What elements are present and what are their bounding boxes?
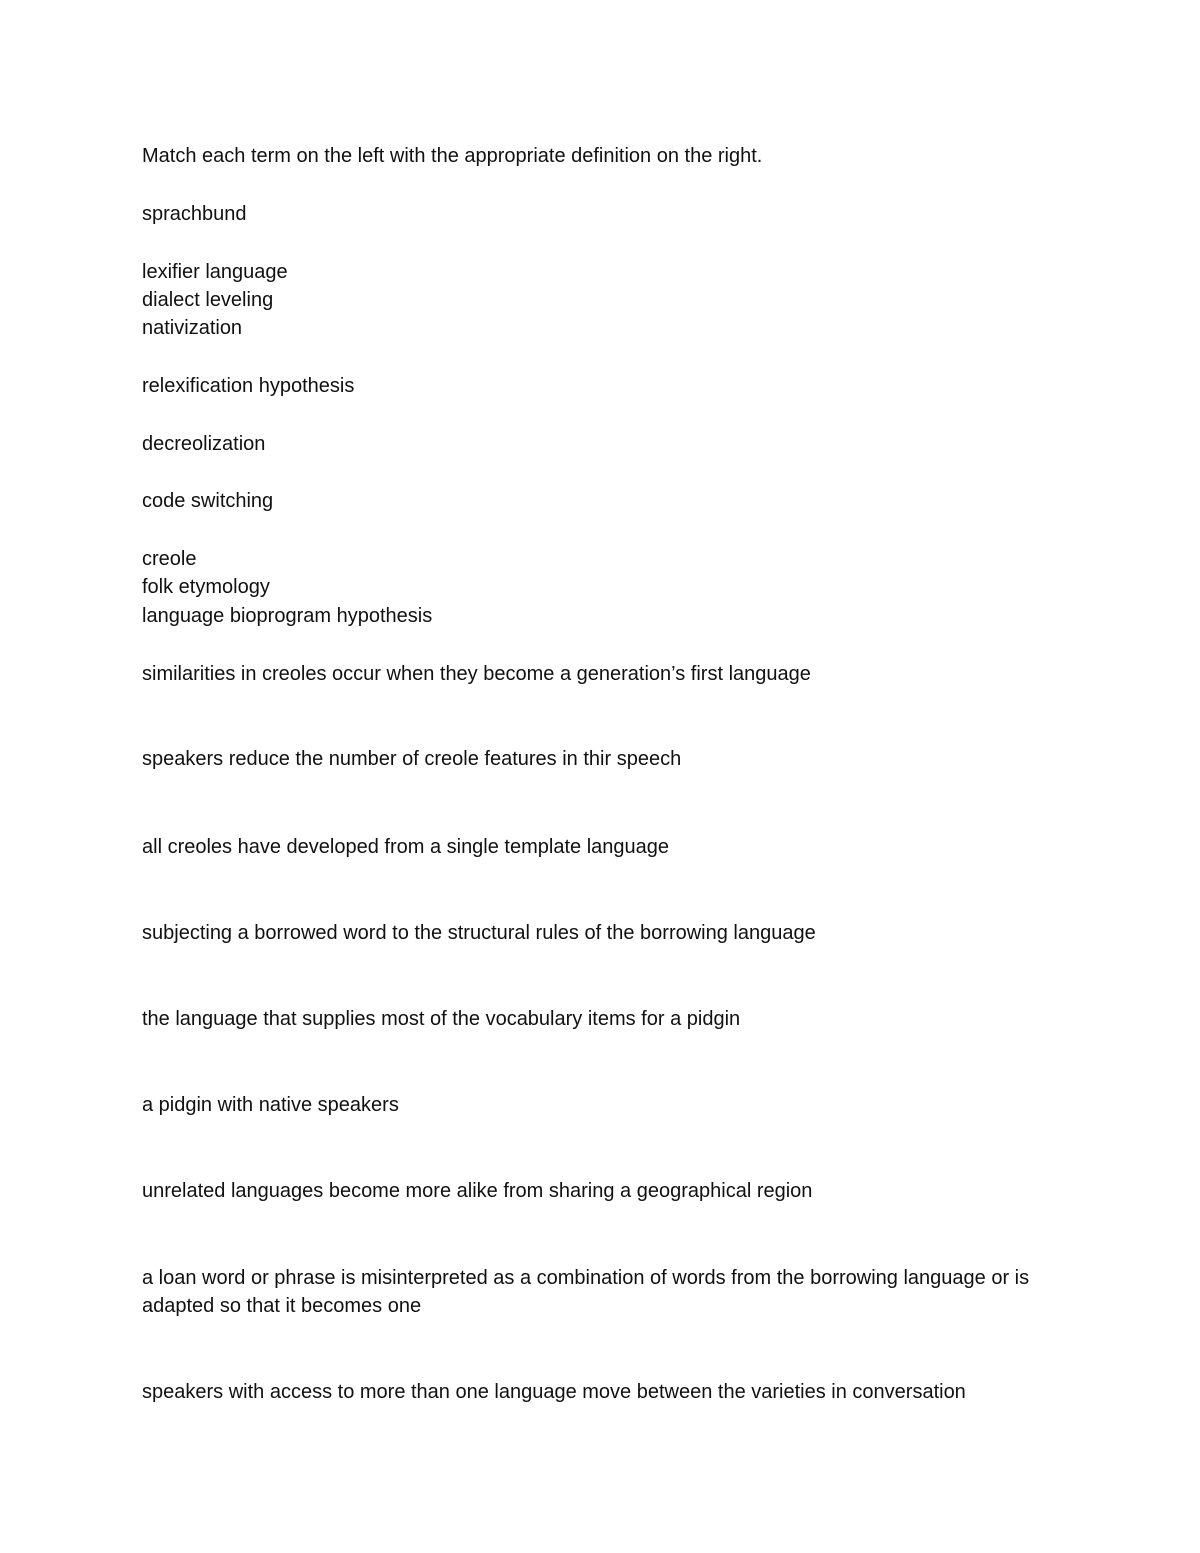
term-item: relexification hypothesis	[142, 375, 355, 397]
definition-item: all creoles have developed from a single template language	[142, 836, 670, 858]
definition-item: similarities in creoles occur when they become a generation’s first language	[142, 663, 811, 685]
term-item: dialect leveling	[142, 289, 274, 311]
term-item: language bioprogram hypothesis	[142, 605, 433, 627]
definition-item: subjecting a borrowed word to the structural rules of the borrowing language	[142, 922, 816, 944]
term-item: code switching	[142, 490, 274, 512]
definition-item: speakers with access to more than one language move between the varieties in conversation	[142, 1381, 966, 1403]
definition-item: a pidgin with native speakers	[142, 1094, 399, 1116]
term-item: lexifier language	[142, 261, 288, 283]
definition-item: unrelated languages become more alike from sharing a geographical region	[142, 1180, 813, 1202]
term-item: creole	[142, 548, 197, 570]
term-item: folk etymology	[142, 576, 270, 598]
definition-item: a loan word or phrase is misinterpreted as a combination of words from the borrowing language or is adapted so that it becomes one	[142, 1267, 1030, 1317]
instructions: Match each term on the left with the appropriate definition on the right.	[142, 145, 763, 167]
term-item: nativization	[142, 317, 243, 339]
term-item: decreolization	[142, 433, 266, 455]
term-item: sprachbund	[142, 203, 247, 225]
definition-item: speakers reduce the number of creole features in thir speech	[142, 748, 682, 770]
definition-item: the language that supplies most of the vocabulary items for a pidgin	[142, 1008, 741, 1030]
